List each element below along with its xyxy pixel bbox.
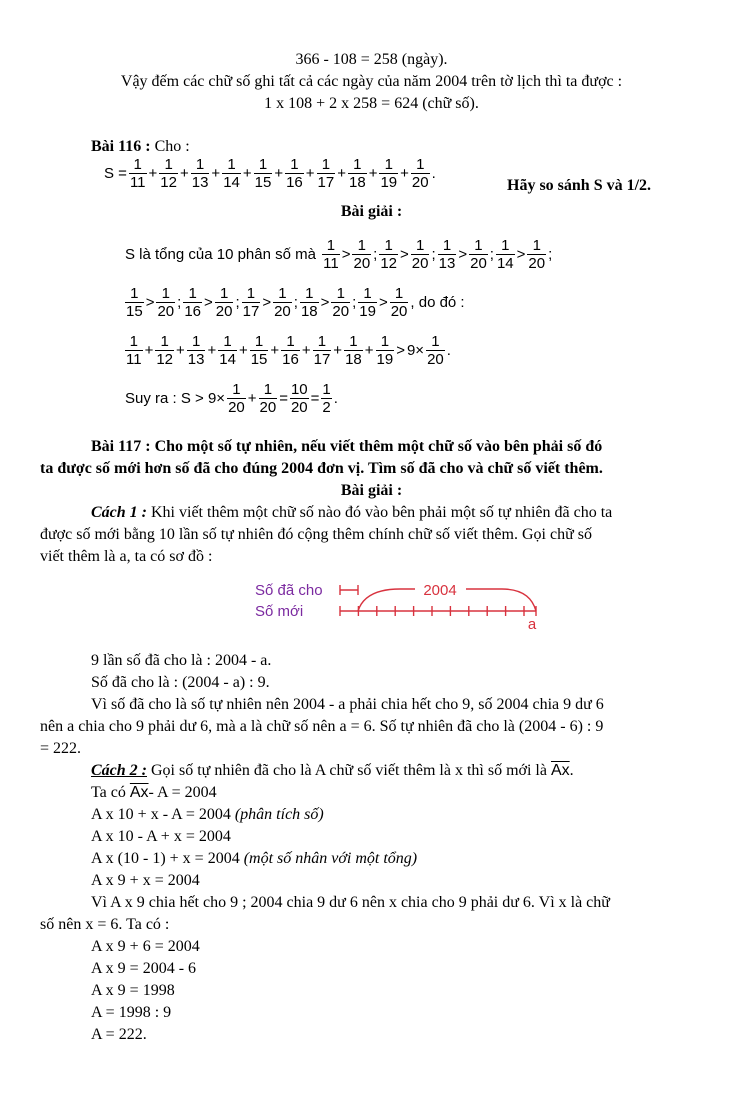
b116-line-1: S là tổng của 10 phân số mà $\frac{1}{11}$ > $\frac{1}{20}$ ; $\frac{1}{12}$ > $\frac{1}{20}$ ; $\frac{1}{13}$ > $\frac{1}{20}$ ; $\frac{1}{14}$ > $\frac{1}{20}$ ; bbox=[125, 237, 553, 272]
b117-s3: Vì số đã cho là số tự nhiên nên 2004 - a phải chia hết cho 9, số 2004 chia 9 dư 6 bbox=[91, 696, 604, 713]
fraction: $\frac{1}{19}$ bbox=[376, 333, 394, 368]
intro-line-2: Vậy đếm các chữ số ghi tất cả các ngày của năm 2004 trên tờ lịch thì ta được : bbox=[120, 73, 623, 90]
fraction: $\frac{1}{20}$ bbox=[470, 237, 487, 272]
l1-pairs: $\frac{1}{11}$ > $\frac{1}{20}$ ; $\frac{1}{12}$ > $\frac{1}{20}$ ; $\frac{1}{13}$ > $\frac{1}{20}$ ; $\frac{1}{14}$ > $\frac{1}{20}$ bbox=[323, 237, 546, 272]
s-lhs: S = bbox=[104, 164, 127, 182]
b117-s2: Số đã cho là : (2004 - a) : 9. bbox=[91, 674, 270, 691]
l4-prefix: Suy ra : S > 9× bbox=[125, 389, 226, 407]
b117-title-2: ta được số mới hơn số đã cho đúng 2004 đơn vị. Tìm số đã cho và chữ số viết thêm. bbox=[40, 460, 603, 477]
intro-line-3: 1 x 108 + 2 x 258 = 624 (chữ số). bbox=[264, 95, 479, 112]
b116-s-expression: S = $\frac{1}{11}$ + $\frac{1}{12}$ + $\frac{1}{13}$ + $\frac{1}{14}$ + $\frac{1}{15}$ + $\frac{1}{16}$ + $\frac{1}{17}$ + $\frac{1}{18}$ + $\frac{1}{19}$ + $\frac{1}{20}$ . bbox=[104, 156, 436, 191]
fraction: $\frac{1}{20}$ bbox=[259, 381, 277, 416]
fraction: $\frac{1}{17}$ bbox=[317, 156, 335, 191]
fraction: $\frac{1}{12}$ bbox=[160, 156, 177, 191]
b117-t11: A = 1998 : 9 bbox=[91, 1004, 172, 1021]
fraction: $\frac{1}{17}$ bbox=[313, 333, 331, 368]
fraction: $\frac{1}{18}$ bbox=[345, 333, 362, 368]
fraction: $\frac{1}{19}$ bbox=[380, 156, 398, 191]
fraction: $\frac{1}{11}$ bbox=[323, 237, 339, 272]
fraction: $\frac{1}{18}$ bbox=[300, 285, 318, 320]
intro-line-1: 366 - 108 = 258 (ngày). bbox=[295, 51, 448, 68]
diagram-value: 2004 bbox=[423, 582, 457, 599]
fraction: $\frac{1}{13}$ bbox=[187, 333, 205, 368]
fraction: $\frac{1}{11}$ bbox=[126, 333, 142, 368]
diagram-label-given: Số đã cho bbox=[255, 582, 323, 599]
fraction: $\frac{1}{20}$ bbox=[332, 285, 350, 320]
c2-ax: $\overline{Ax}$ bbox=[550, 762, 570, 779]
l3-sum: $\frac{1}{11}$ + $\frac{1}{12}$ + $\frac{1}{13}$ + $\frac{1}{14}$ + $\frac{1}{15}$ + $\frac{1}{16}$ + $\frac{1}{17}$ + $\frac{1}{18}$ + $\frac{1}{19}$ bbox=[126, 333, 394, 368]
fraction: $\frac{1}{2}$ bbox=[322, 381, 331, 416]
fraction: $\frac{1}{16}$ bbox=[184, 285, 201, 320]
fraction: $\frac{1}{20}$ bbox=[157, 285, 175, 320]
fraction: $\frac{1}{12}$ bbox=[380, 237, 398, 272]
t4-note: (một số nhân với một tổng) bbox=[243, 850, 418, 867]
c1-label: Cách 1 : bbox=[91, 504, 147, 521]
b116-l1-text: S là tổng của 10 phân số mà bbox=[125, 245, 316, 263]
diagram-label-new: Số mới bbox=[255, 603, 304, 620]
fraction: $\frac{1}{13}$ bbox=[191, 156, 209, 191]
b117-solution-title: Bài giải : bbox=[340, 482, 403, 499]
b117-t6: Vì A x 9 chia hết cho 9 ; 2004 chia 9 dư 6 nên x chia cho 9 phải dư 6. Vì x là chữ bbox=[91, 894, 610, 911]
fraction: $\frac{1}{17}$ bbox=[242, 285, 260, 320]
fraction: $\frac{1}{20}$ bbox=[274, 285, 291, 320]
b116-line-2 bbox=[124, 285, 466, 320]
b117-t5: A x 9 + x = 2004 bbox=[91, 872, 200, 889]
b116-title: Bài 116 : bbox=[91, 138, 151, 155]
l2-pairs: $\frac{1}{15}$ > $\frac{1}{20}$ ; $\frac{1}{16}$ > $\frac{1}{20}$ ; $\frac{1}{17}$ > $\frac{1}{20}$ ; $\frac{1}{18}$ > $\frac{1}{20}$ ; $\frac{1}{19}$ > $\frac{1}{20}$ bbox=[126, 285, 408, 320]
fraction: $\frac{1}{15}$ bbox=[254, 156, 272, 191]
l3-tail-coef: 9× bbox=[406, 341, 425, 359]
b116-line-3: $\frac{1}{11}$ + $\frac{1}{12}$ + $\frac{1}{13}$ + $\frac{1}{14}$ + $\frac{1}{15}$ + $\frac{1}{16}$ + $\frac{1}{17}$ + $\frac{1}{18}$ + $\frac{1}{19}$ > 9× $\frac{1}{20}$ . bbox=[126, 333, 451, 368]
b116-l2-tail: , do đó : bbox=[410, 293, 465, 311]
fraction: $\frac{1}{14}$ bbox=[223, 156, 240, 191]
fraction: $\frac{1}{14}$ bbox=[219, 333, 236, 368]
b117-t9: A x 9 = 2004 - 6 bbox=[91, 960, 197, 977]
fraction: $\frac{1}{19}$ bbox=[359, 285, 376, 320]
b117-title-1: Bài 117 : Cho một số tự nhiên, nếu viết thêm một chữ số vào bên phải số đó bbox=[91, 438, 603, 455]
fraction: $\frac{1}{20}$ bbox=[228, 381, 245, 416]
fraction: $\frac{1}{20}$ bbox=[427, 333, 444, 368]
segment-diagram bbox=[240, 576, 560, 634]
b116-solution-title: Bài giải : bbox=[340, 203, 403, 220]
t2-note: (phân tích số) bbox=[234, 806, 324, 823]
fraction: $\frac{1}{13}$ bbox=[438, 237, 456, 272]
b116-line-4: Suy ra : S > 9× $\frac{1}{20}$ + $\frac{1}{20}$ = $\frac{10}{20}$ = $\frac{1}{2}$ . bbox=[125, 381, 338, 416]
b117-c1-line-1: Cách 1 : Khi viết thêm một chữ số nào đó vào bên phải một số tự nhiên đã cho ta bbox=[91, 504, 613, 521]
b117-t2: A x 10 + x - A = 2004 (phân tích số) bbox=[91, 806, 324, 823]
fraction: $\frac{1}{20}$ bbox=[353, 237, 371, 272]
b117-t3: A x 10 - A + x = 2004 bbox=[91, 828, 231, 845]
fraction: $\frac{1}{12}$ bbox=[156, 333, 174, 368]
diagram-marker: a bbox=[527, 616, 537, 633]
fraction: $\frac{10}{20}$ bbox=[290, 381, 308, 416]
b117-s1: 9 lần số đã cho là : 2004 - a. bbox=[91, 652, 272, 669]
b116-question: Hãy so sánh S và 1/2. bbox=[507, 177, 652, 194]
fraction: $\frac{1}{15}$ bbox=[250, 333, 268, 368]
fraction: $\frac{1}{14}$ bbox=[496, 237, 514, 272]
fraction: $\frac{1}{16}$ bbox=[282, 333, 299, 368]
fraction: $\frac{1}{16}$ bbox=[286, 156, 303, 191]
b117-s4: nên a chia cho 9 phải dư 6, mà a là chữ số nên a = 6. Số tự nhiên đã cho là (2004 - 6) : 9 bbox=[40, 718, 604, 735]
fraction: $\frac{1}{18}$ bbox=[349, 156, 366, 191]
s-sum: $\frac{1}{11}$ + $\frac{1}{12}$ + $\frac{1}{13}$ + $\frac{1}{14}$ + $\frac{1}{15}$ + $\frac{1}{16}$ + $\frac{1}{17}$ + $\frac{1}{18}$ + $\frac{1}{19}$ + $\frac{1}{20}$ bbox=[129, 156, 429, 191]
c2-label: Cách 2 : bbox=[91, 762, 147, 779]
b117-t1: Ta có $\overline{Ax}-$ A = 2004 bbox=[91, 784, 217, 801]
fraction: $\frac{1}{20}$ bbox=[528, 237, 546, 272]
fraction: $\frac{1}{15}$ bbox=[126, 285, 143, 320]
b117-t7: số nên x = 6. Ta có : bbox=[40, 916, 170, 933]
b117-c1-line-2: được số mới bằng 10 lần số tự nhiên đó cộng thêm chính chữ số viết thêm. Gọi chữ số bbox=[40, 526, 592, 543]
b117-t10: A x 9 = 1998 bbox=[91, 982, 175, 999]
b116-title-rest: Cho : bbox=[150, 138, 190, 155]
fraction: $\frac{1}{20}$ bbox=[411, 237, 429, 272]
b117-c1-line-3: viết thêm là a, ta có sơ đồ : bbox=[40, 548, 213, 565]
b117-t12: A = 222. bbox=[91, 1026, 147, 1043]
b117-t4: A x (10 - 1) + x = 2004 (một số nhân với một tổng) bbox=[91, 850, 418, 867]
fraction: $\frac{1}{20}$ bbox=[411, 156, 429, 191]
fraction: $\frac{1}{11}$ bbox=[129, 156, 146, 191]
fraction: $\frac{1}{20}$ bbox=[390, 285, 408, 320]
b117-t8: A x 9 + 6 = 2004 bbox=[91, 938, 200, 955]
b116-heading bbox=[91, 137, 190, 156]
t1-ax: $\overline{Ax}$ bbox=[129, 784, 149, 801]
b117-c2-line: Cách 2 : Gọi số tự nhiên đã cho là A chữ số viết thêm là x thì số mới là $\overline{Ax}$. bbox=[91, 762, 574, 779]
fraction: $\frac{1}{20}$ bbox=[215, 285, 233, 320]
b117-s5: = 222. bbox=[40, 740, 82, 757]
